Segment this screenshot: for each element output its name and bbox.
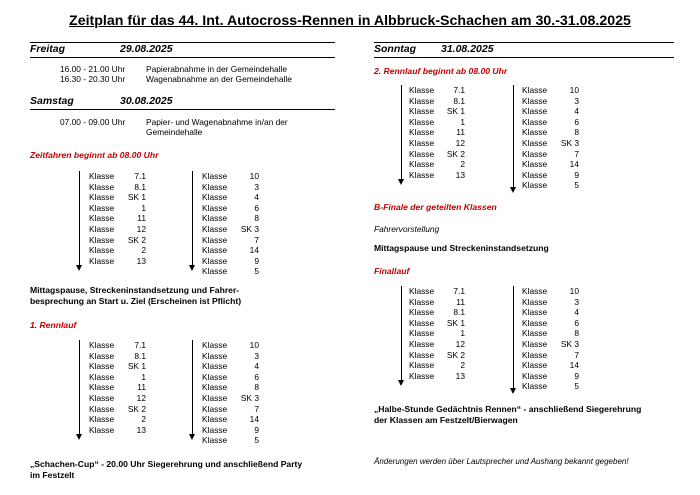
class-row (202, 235, 259, 246)
class-row (89, 182, 146, 193)
saturday-break-line-1: Mittagspause, Streckeninstandsetzung und Fahrer- (30, 285, 240, 295)
saturday-header (30, 95, 330, 109)
saturday-day: Samstag (30, 95, 74, 107)
class-label: Klasse (202, 245, 228, 256)
b-finale-heading: B-Finale der geteilten Klassen (374, 202, 497, 212)
class-label: Klasse (409, 339, 435, 349)
saturday-break-text (30, 285, 340, 307)
friday-date: 29.08.2025 (120, 43, 173, 55)
class-row (89, 361, 146, 372)
class-row (202, 266, 259, 277)
order-arrow (510, 85, 517, 193)
class-row (522, 297, 579, 308)
class-label: Klasse (89, 340, 115, 350)
class-row (409, 297, 465, 308)
class-value: 8 (254, 382, 259, 393)
class-label: Klasse (522, 138, 548, 148)
class-value: 3 (574, 95, 579, 106)
class-label: Klasse (522, 85, 548, 95)
page-title: Zeitplan für das 44. Int. Autocross-Rennen in Albbruck-Schachen am 30.-31.08.2025 (69, 13, 631, 29)
class-row (202, 351, 259, 362)
class-value: 12 (455, 339, 465, 349)
class-row (89, 393, 146, 404)
class-label: Klasse (522, 381, 548, 392)
saturday-row-text-1: Papier- und Wagenabnahme in/an der (146, 117, 288, 127)
class-label: Klasse (89, 181, 115, 192)
class-row (89, 245, 146, 256)
class-row (522, 328, 579, 339)
class-value: 6 (254, 202, 259, 213)
class-label: Klasse (202, 255, 228, 266)
class-label: Klasse (89, 371, 115, 382)
gedaechtnis-text (374, 404, 694, 426)
class-value: 14 (249, 245, 259, 256)
class-value: 5 (254, 266, 259, 277)
class-value: SK 1 (446, 106, 465, 117)
class-label: Klasse (409, 159, 435, 170)
class-label: Klasse (522, 328, 548, 339)
order-arrow (189, 171, 196, 271)
class-row (202, 245, 259, 256)
class-row (522, 96, 579, 107)
class-value: 4 (254, 192, 259, 203)
class-label: Klasse (89, 350, 115, 361)
friday-row-1-text: Papierabnahme in der Gemeindehalle (146, 64, 288, 74)
class-value: SK 3 (240, 393, 259, 403)
class-row (89, 414, 146, 425)
class-label: Klasse (409, 296, 435, 307)
class-value: 12 (455, 138, 465, 148)
friday-row-1-time: 16.00 - 21.00 Uhr (60, 64, 126, 74)
order-arrow (76, 340, 83, 440)
class-row (409, 170, 465, 181)
class-row (89, 213, 146, 224)
class-value: 6 (574, 317, 579, 328)
class-label: Klasse (522, 159, 548, 170)
class-value: 13 (136, 424, 146, 435)
class-row (522, 180, 579, 191)
class-value: 9 (254, 255, 259, 266)
saturday-row-text-2: Gemeindehalle (146, 127, 203, 137)
class-value: SK 3 (560, 138, 579, 148)
saturday-date: 30.08.2025 (120, 95, 173, 107)
divider-sunday-bottom (374, 57, 674, 58)
class-value: 7.1 (453, 85, 465, 95)
class-value: SK 1 (446, 317, 465, 328)
class-row (409, 339, 465, 350)
class-row (89, 340, 146, 351)
class-label: Klasse (522, 307, 548, 318)
class-row (202, 182, 259, 193)
class-value: 7.1 (134, 340, 146, 350)
class-label: Klasse (522, 148, 548, 159)
gedaechtnis-line-2: der Klassen am Festzelt/Bierwagen (374, 415, 518, 425)
class-row (89, 404, 146, 415)
class-value: SK 2 (446, 148, 465, 159)
friday-header (30, 43, 330, 57)
class-value: 14 (249, 414, 259, 425)
class-value: 9 (254, 424, 259, 435)
class-row (522, 339, 579, 350)
class-row (522, 159, 579, 170)
class-row (409, 318, 465, 329)
class-value: 4 (574, 106, 579, 117)
class-label: Klasse (89, 393, 115, 403)
class-value: 7.1 (134, 171, 146, 181)
class-row (202, 393, 259, 404)
class-value: 3 (254, 350, 259, 361)
class-label: Klasse (409, 127, 435, 138)
class-label: Klasse (202, 192, 228, 203)
class-row (409, 96, 465, 107)
class-label: Klasse (522, 95, 548, 106)
class-row (89, 425, 146, 436)
class-row (202, 171, 259, 182)
class-label: Klasse (409, 95, 435, 106)
class-label: Klasse (409, 169, 435, 180)
class-value: 12 (136, 393, 146, 403)
class-label: Klasse (409, 349, 435, 360)
class-value: 1 (460, 116, 465, 127)
class-label: Klasse (409, 138, 435, 148)
class-label: Klasse (522, 127, 548, 138)
class-value: 8.1 (453, 95, 465, 106)
class-row (522, 127, 579, 138)
class-row (409, 350, 465, 361)
class-value: 2 (141, 414, 146, 425)
class-label: Klasse (409, 317, 435, 328)
class-label: Klasse (409, 85, 435, 95)
class-row (89, 372, 146, 383)
rennlauf-2-heading: 2. Rennlauf beginnt ab 08.00 Uhr (374, 66, 508, 76)
class-label: Klasse (522, 349, 548, 360)
class-value: 4 (254, 361, 259, 372)
class-label: Klasse (89, 234, 115, 245)
class-row (202, 256, 259, 267)
class-value: 13 (455, 169, 465, 180)
class-row (89, 256, 146, 267)
class-value: 7 (254, 403, 259, 414)
class-value: 3 (574, 296, 579, 307)
class-label: Klasse (202, 224, 228, 234)
class-row (202, 192, 259, 203)
class-value: 2 (460, 360, 465, 371)
class-row (89, 224, 146, 235)
class-value: 8 (574, 127, 579, 138)
class-row (409, 328, 465, 339)
class-row (522, 117, 579, 128)
divider-saturday (30, 109, 335, 110)
class-value: 11 (456, 296, 465, 307)
class-label: Klasse (409, 307, 435, 318)
order-arrow (398, 286, 405, 386)
class-row (89, 192, 146, 203)
class-row (522, 106, 579, 117)
class-label: Klasse (202, 414, 228, 425)
class-row (89, 351, 146, 362)
class-label: Klasse (89, 224, 115, 234)
class-row (522, 85, 579, 96)
class-label: Klasse (522, 116, 548, 127)
class-value: 8.1 (134, 181, 146, 192)
class-label: Klasse (409, 360, 435, 371)
class-row (202, 224, 259, 235)
class-label: Klasse (522, 106, 548, 117)
class-row (522, 350, 579, 361)
class-value: 8.1 (134, 350, 146, 361)
class-label: Klasse (89, 255, 115, 266)
class-row (202, 372, 259, 383)
class-label: Klasse (202, 171, 228, 181)
class-value: 13 (136, 255, 146, 266)
class-label: Klasse (89, 171, 115, 181)
class-row (409, 360, 465, 371)
class-row (202, 425, 259, 436)
class-row (522, 286, 579, 297)
class-value: 7 (574, 148, 579, 159)
class-label: Klasse (409, 106, 435, 117)
sunday-mittagspause-text: Mittagspause und Streckeninstandsetzung (374, 243, 549, 253)
class-label: Klasse (89, 361, 115, 372)
class-label: Klasse (522, 169, 548, 180)
class-label: Klasse (89, 403, 115, 414)
class-value: 14 (569, 360, 579, 371)
class-row (89, 382, 146, 393)
order-arrow (76, 171, 83, 271)
sunday-day: Sonntag (374, 43, 416, 55)
class-label: Klasse (202, 403, 228, 414)
class-row (522, 149, 579, 160)
class-row (89, 235, 146, 246)
class-value: 13 (455, 370, 465, 381)
class-label: Klasse (202, 213, 228, 224)
class-value: SK 2 (446, 349, 465, 360)
class-label: Klasse (89, 245, 115, 256)
class-value: 11 (456, 127, 465, 138)
class-value: 9 (574, 169, 579, 180)
saturday-break-line-2: besprechung an Start u. Ziel (Erscheinen ist Pflicht) (30, 296, 242, 306)
class-label: Klasse (89, 192, 115, 203)
class-label: Klasse (89, 202, 115, 213)
friday-row-2-time: 16.30 - 20.30 Uhr (60, 74, 126, 84)
party-line-2: im Festzelt (30, 470, 75, 480)
class-row (202, 203, 259, 214)
class-value: 8 (254, 213, 259, 224)
class-value: 11 (137, 382, 146, 393)
class-value: 3 (254, 181, 259, 192)
friday-row-2 (60, 74, 125, 84)
class-label: Klasse (202, 382, 228, 393)
class-label: Klasse (522, 370, 548, 381)
class-label: Klasse (202, 393, 228, 403)
class-label: Klasse (202, 340, 228, 350)
class-row (202, 435, 259, 446)
class-row (202, 340, 259, 351)
class-row (409, 127, 465, 138)
class-label: Klasse (409, 328, 435, 339)
class-row (409, 117, 465, 128)
class-label: Klasse (522, 339, 548, 349)
class-label: Klasse (89, 424, 115, 435)
class-value: 4 (574, 307, 579, 318)
gedaechtnis-line-1: „Halbe-Stunde Gedächtnis Rennen“ - anschließend Siegerehrung (374, 404, 642, 414)
order-arrow (510, 286, 517, 394)
friday-row-1 (60, 64, 125, 74)
class-label: Klasse (409, 286, 435, 296)
saturday-row-time: 07.00 - 09.00 Uhr (60, 117, 126, 127)
class-value: 5 (574, 180, 579, 191)
class-row (202, 361, 259, 372)
fahrervorstellung-text: Fahrervorstellung (374, 224, 440, 234)
class-value: SK 3 (560, 339, 579, 349)
class-row (522, 170, 579, 181)
class-row (522, 138, 579, 149)
class-label: Klasse (522, 286, 548, 296)
friday-day: Freitag (30, 43, 66, 55)
class-row (89, 171, 146, 182)
class-label: Klasse (522, 360, 548, 371)
class-value: 10 (249, 171, 259, 181)
order-arrow (398, 85, 405, 185)
class-value: SK 1 (127, 192, 146, 203)
class-value: 1 (141, 371, 146, 382)
sunday-date: 31.08.2025 (441, 43, 494, 55)
divider-friday-bottom (30, 57, 335, 58)
class-row (202, 414, 259, 425)
class-row (522, 318, 579, 329)
class-row (202, 382, 259, 393)
class-row (409, 286, 465, 297)
class-label: Klasse (202, 202, 228, 213)
zeitfahren-heading: Zeitfahren beginnt ab 08.00 Uhr (30, 150, 159, 160)
class-value: 5 (254, 435, 259, 446)
class-row (409, 371, 465, 382)
class-value: 6 (574, 116, 579, 127)
class-label: Klasse (409, 148, 435, 159)
class-row (89, 203, 146, 214)
class-value: 6 (254, 371, 259, 382)
class-value: 5 (574, 381, 579, 392)
class-row (409, 159, 465, 170)
party-line-1: „Schachen-Cup“ - 20.00 Uhr Siegerehrung und anschließend Party (30, 459, 303, 469)
class-label: Klasse (522, 296, 548, 307)
class-value: 7 (574, 349, 579, 360)
class-value: 2 (141, 245, 146, 256)
class-value: 11 (137, 213, 146, 224)
class-label: Klasse (202, 234, 228, 245)
class-label: Klasse (202, 371, 228, 382)
class-label: Klasse (89, 382, 115, 393)
class-label: Klasse (202, 266, 228, 277)
class-label: Klasse (89, 414, 115, 425)
class-row (522, 360, 579, 371)
friday-row-2-text: Wagenabnahme an der Gemeindehalle (146, 74, 292, 84)
class-label: Klasse (202, 424, 228, 435)
class-value: 8.1 (453, 307, 465, 318)
class-value: 2 (460, 159, 465, 170)
class-value: 1 (141, 202, 146, 213)
class-label: Klasse (522, 180, 548, 191)
class-value: 7 (254, 234, 259, 245)
class-value: 7.1 (453, 286, 465, 296)
class-label: Klasse (202, 435, 228, 446)
class-value: 10 (569, 286, 579, 296)
class-value: 10 (249, 340, 259, 350)
rennlauf-1-heading: 1. Rennlauf (30, 320, 77, 330)
class-label: Klasse (409, 116, 435, 127)
class-row (522, 381, 579, 392)
class-value: SK 2 (127, 403, 146, 414)
class-row (202, 404, 259, 415)
class-value: 1 (460, 328, 465, 339)
class-label: Klasse (89, 213, 115, 224)
class-value: 12 (136, 224, 146, 234)
finallauf-heading: Finallauf (374, 266, 410, 276)
class-value: 8 (574, 328, 579, 339)
sunday-header (374, 43, 674, 57)
class-row (522, 371, 579, 382)
class-value: 9 (574, 370, 579, 381)
class-value: 10 (569, 85, 579, 95)
class-value: SK 3 (240, 224, 259, 234)
class-row (409, 149, 465, 160)
class-value: SK 1 (127, 361, 146, 372)
class-label: Klasse (202, 361, 228, 372)
order-arrow (189, 340, 196, 440)
class-label: Klasse (409, 370, 435, 381)
class-label: Klasse (202, 350, 228, 361)
class-row (409, 138, 465, 149)
class-row (522, 307, 579, 318)
class-label: Klasse (202, 181, 228, 192)
class-row (202, 213, 259, 224)
class-row (409, 85, 465, 96)
class-label: Klasse (522, 317, 548, 328)
party-text (30, 459, 350, 481)
class-row (409, 106, 465, 117)
footer-note: Änderungen werden über Lautsprecher und Aushang bekannt gegeben! (374, 457, 629, 466)
class-value: SK 2 (127, 234, 146, 245)
class-value: 14 (569, 159, 579, 170)
class-row (409, 307, 465, 318)
